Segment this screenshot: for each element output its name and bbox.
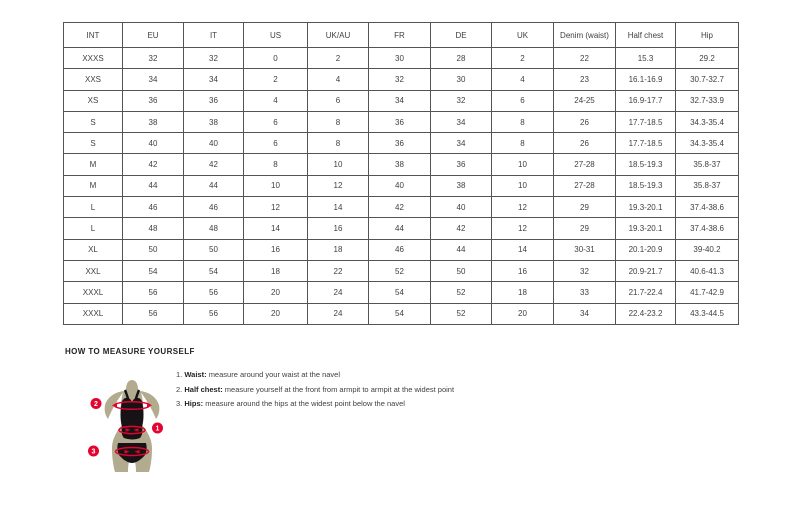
badge-2-number: 2 [94, 401, 98, 408]
size-row [64, 69, 739, 90]
size-cell: 32 [184, 48, 244, 69]
size-cell: 12 [244, 197, 308, 218]
size-cell: 22 [308, 260, 369, 281]
size-cell: 50 [123, 239, 184, 260]
size-cell: 38 [184, 111, 244, 132]
size-cell: 14 [492, 239, 554, 260]
size-cell: 35.8-37 [676, 154, 739, 175]
column-header-half-chest: Half chest [616, 23, 676, 48]
size-cell: 30-31 [554, 239, 616, 260]
size-cell: 37.4-38.6 [676, 197, 739, 218]
size-cell: 2 [244, 69, 308, 90]
size-cell: 41.7-42.9 [676, 282, 739, 303]
size-cell: 54 [123, 260, 184, 281]
size-chart-table [63, 22, 739, 325]
size-cell: 18 [244, 260, 308, 281]
badge-1-number: 1 [155, 425, 160, 433]
size-cell: 36 [431, 154, 492, 175]
size-cell: 23 [554, 69, 616, 90]
size-cell: 37.4-38.6 [676, 218, 739, 239]
size-cell: 56 [123, 303, 184, 324]
size-cell: 12 [492, 197, 554, 218]
header-row [64, 23, 739, 48]
size-row [64, 260, 739, 281]
size-cell: 15.3 [616, 48, 676, 69]
size-cell: 48 [123, 218, 184, 239]
size-cell: 39-40.2 [676, 239, 739, 260]
size-row [64, 48, 739, 69]
column-header-denim-waist: Denim (waist) [554, 23, 616, 48]
size-cell: 44 [123, 175, 184, 196]
size-cell: 34 [431, 111, 492, 132]
size-cell: M [64, 175, 123, 196]
size-cell: 8 [308, 111, 369, 132]
size-cell: 28 [431, 48, 492, 69]
size-cell: 38 [431, 175, 492, 196]
size-cell: 17.7-18.5 [616, 133, 676, 154]
size-cell: XXS [64, 69, 123, 90]
size-cell: 50 [184, 239, 244, 260]
column-header-eu: EU [123, 23, 184, 48]
size-cell: 24 [308, 282, 369, 303]
size-cell: S [64, 133, 123, 154]
size-cell: 34 [184, 69, 244, 90]
size-cell: 29 [554, 197, 616, 218]
column-header-hip: Hip [676, 23, 739, 48]
size-cell: 0 [244, 48, 308, 69]
size-cell: XXXL [64, 282, 123, 303]
mannequin-measurement-figure [84, 370, 183, 474]
size-cell: 40 [184, 133, 244, 154]
size-cell: 35.8-37 [676, 175, 739, 196]
size-cell: XL [64, 239, 123, 260]
size-cell: L [64, 197, 123, 218]
size-row [64, 303, 739, 324]
size-cell: 46 [369, 239, 431, 260]
size-cell: XXXS [64, 48, 123, 69]
size-cell: 32 [554, 260, 616, 281]
size-cell: 42 [184, 154, 244, 175]
size-cell: 52 [431, 303, 492, 324]
size-cell: 4 [492, 69, 554, 90]
size-cell: 34 [431, 133, 492, 154]
badge-3-number: 3 [91, 448, 96, 456]
size-cell: 29.2 [676, 48, 739, 69]
size-cell: 8 [308, 133, 369, 154]
size-cell: 29 [554, 218, 616, 239]
measure-instruction [176, 370, 454, 379]
size-row [64, 197, 739, 218]
size-cell: 44 [184, 175, 244, 196]
size-cell: 6 [244, 133, 308, 154]
size-cell: 34.3-35.4 [676, 133, 739, 154]
size-cell: 42 [431, 218, 492, 239]
size-cell: 40 [123, 133, 184, 154]
size-cell: 38 [123, 111, 184, 132]
size-row [64, 218, 739, 239]
instruction-text: measure around the hips at the widest point below the navel [205, 399, 405, 408]
size-cell: 4 [244, 90, 308, 111]
size-cell: 20 [244, 303, 308, 324]
size-cell: 44 [369, 218, 431, 239]
size-cell: 20.9-21.7 [616, 260, 676, 281]
size-cell: 20 [244, 282, 308, 303]
size-cell: 52 [431, 282, 492, 303]
measure-badge-1 [152, 423, 163, 434]
size-cell: 18.5-19.3 [616, 175, 676, 196]
size-row [64, 154, 739, 175]
size-cell: 34 [554, 303, 616, 324]
size-cell: 46 [184, 197, 244, 218]
size-cell: 43.3-44.5 [676, 303, 739, 324]
size-cell: 18.5-19.3 [616, 154, 676, 175]
size-cell: 14 [308, 197, 369, 218]
size-cell: 32 [123, 48, 184, 69]
instruction-text: measure yourself at the front from armpit to armpit at the widest point [224, 384, 455, 394]
size-cell: 36 [369, 133, 431, 154]
size-row [64, 133, 739, 154]
instruction-number: 3. [176, 399, 183, 408]
size-cell: 38 [369, 154, 431, 175]
size-cell: 40 [431, 197, 492, 218]
size-cell: XS [64, 90, 123, 111]
size-cell: 19.3-20.1 [616, 197, 676, 218]
size-row [64, 111, 739, 132]
size-cell: 10 [244, 175, 308, 196]
size-cell: 10 [492, 175, 554, 196]
size-cell: 42 [123, 154, 184, 175]
size-cell: 56 [123, 282, 184, 303]
column-header-fr: FR [369, 23, 431, 48]
size-cell: 20.1-20.9 [616, 239, 676, 260]
size-cell: 10 [492, 154, 554, 175]
size-row [64, 175, 739, 196]
size-cell: 24 [308, 303, 369, 324]
column-header-it: IT [184, 23, 244, 48]
size-cell: 4 [308, 69, 369, 90]
size-cell: 30.7-32.7 [676, 69, 739, 90]
instruction-number: 1. [176, 370, 183, 379]
size-cell: 2 [492, 48, 554, 69]
size-cell: 44 [431, 239, 492, 260]
size-cell: XXL [64, 260, 123, 281]
column-header-uk-au: UK/AU [308, 23, 369, 48]
instruction-number: 2. [176, 384, 183, 394]
size-cell: 24-25 [554, 90, 616, 111]
size-cell: 2 [308, 48, 369, 69]
size-cell: XXXL [64, 303, 123, 324]
size-cell: 16 [492, 260, 554, 281]
size-cell: 8 [492, 133, 554, 154]
size-cell: 26 [554, 133, 616, 154]
size-cell: 52 [369, 260, 431, 281]
size-cell: 54 [369, 282, 431, 303]
size-cell: 16 [244, 239, 308, 260]
size-cell: S [64, 111, 123, 132]
instruction-label: Half chest: [184, 384, 223, 394]
column-header-us: US [244, 23, 308, 48]
size-cell: 16.9-17.7 [616, 90, 676, 111]
size-cell: 32 [431, 90, 492, 111]
size-cell: 17.7-18.5 [616, 111, 676, 132]
measure-instruction [176, 399, 454, 408]
size-cell: 20 [492, 303, 554, 324]
size-cell: 14 [244, 218, 308, 239]
size-cell: 10 [308, 154, 369, 175]
size-cell: 48 [184, 218, 244, 239]
size-cell: 56 [184, 282, 244, 303]
size-cell: 33 [554, 282, 616, 303]
column-header-int: INT [64, 23, 123, 48]
size-cell: 22.4-23.2 [616, 303, 676, 324]
size-cell: 54 [184, 260, 244, 281]
size-cell: 18 [308, 239, 369, 260]
size-cell: 36 [369, 111, 431, 132]
size-cell: 34.3-35.4 [676, 111, 739, 132]
size-cell: 30 [369, 48, 431, 69]
size-cell: 16.1-16.9 [616, 69, 676, 90]
size-cell: 54 [369, 303, 431, 324]
size-chart-body [64, 48, 739, 325]
instruction-label: Hips: [184, 399, 204, 408]
column-header-de: DE [431, 23, 492, 48]
measure-badge-3 [88, 446, 99, 457]
size-cell: 27-28 [554, 175, 616, 196]
size-cell: 19.3-20.1 [616, 218, 676, 239]
size-cell: 8 [492, 111, 554, 132]
size-cell: 32 [369, 69, 431, 90]
size-cell: 22 [554, 48, 616, 69]
measure-section-heading: HOW TO MEASURE YOURSELF [65, 347, 195, 356]
instruction-label: Waist: [184, 370, 207, 379]
size-cell: 46 [123, 197, 184, 218]
size-cell: 40.6-41.3 [676, 260, 739, 281]
size-row [64, 90, 739, 111]
size-cell: 12 [492, 218, 554, 239]
size-cell: 26 [554, 111, 616, 132]
size-cell: 12 [308, 175, 369, 196]
size-cell: 36 [184, 90, 244, 111]
measure-badge-2 [91, 398, 102, 409]
column-header-uk: UK [492, 23, 554, 48]
size-cell: 36 [123, 90, 184, 111]
size-cell: L [64, 218, 123, 239]
size-cell: 34 [123, 69, 184, 90]
size-row [64, 239, 739, 260]
size-cell: 21.7-22.4 [616, 282, 676, 303]
size-cell: 18 [492, 282, 554, 303]
size-cell: 16 [308, 218, 369, 239]
size-cell: 27-28 [554, 154, 616, 175]
measure-instruction [176, 385, 454, 394]
size-row [64, 282, 739, 303]
size-cell: 56 [184, 303, 244, 324]
size-cell: 6 [492, 90, 554, 111]
measure-instructions-list [176, 370, 454, 414]
size-cell: 32.7-33.9 [676, 90, 739, 111]
instruction-text: measure around your waist at the navel [208, 370, 341, 379]
size-cell: 34 [369, 90, 431, 111]
size-cell: 6 [244, 111, 308, 132]
size-cell: 42 [369, 197, 431, 218]
size-cell: 50 [431, 260, 492, 281]
size-cell: 8 [244, 154, 308, 175]
size-cell: 40 [369, 175, 431, 196]
size-cell: 30 [431, 69, 492, 90]
size-cell: M [64, 154, 123, 175]
size-chart-header [64, 23, 739, 48]
size-cell: 6 [308, 90, 369, 111]
